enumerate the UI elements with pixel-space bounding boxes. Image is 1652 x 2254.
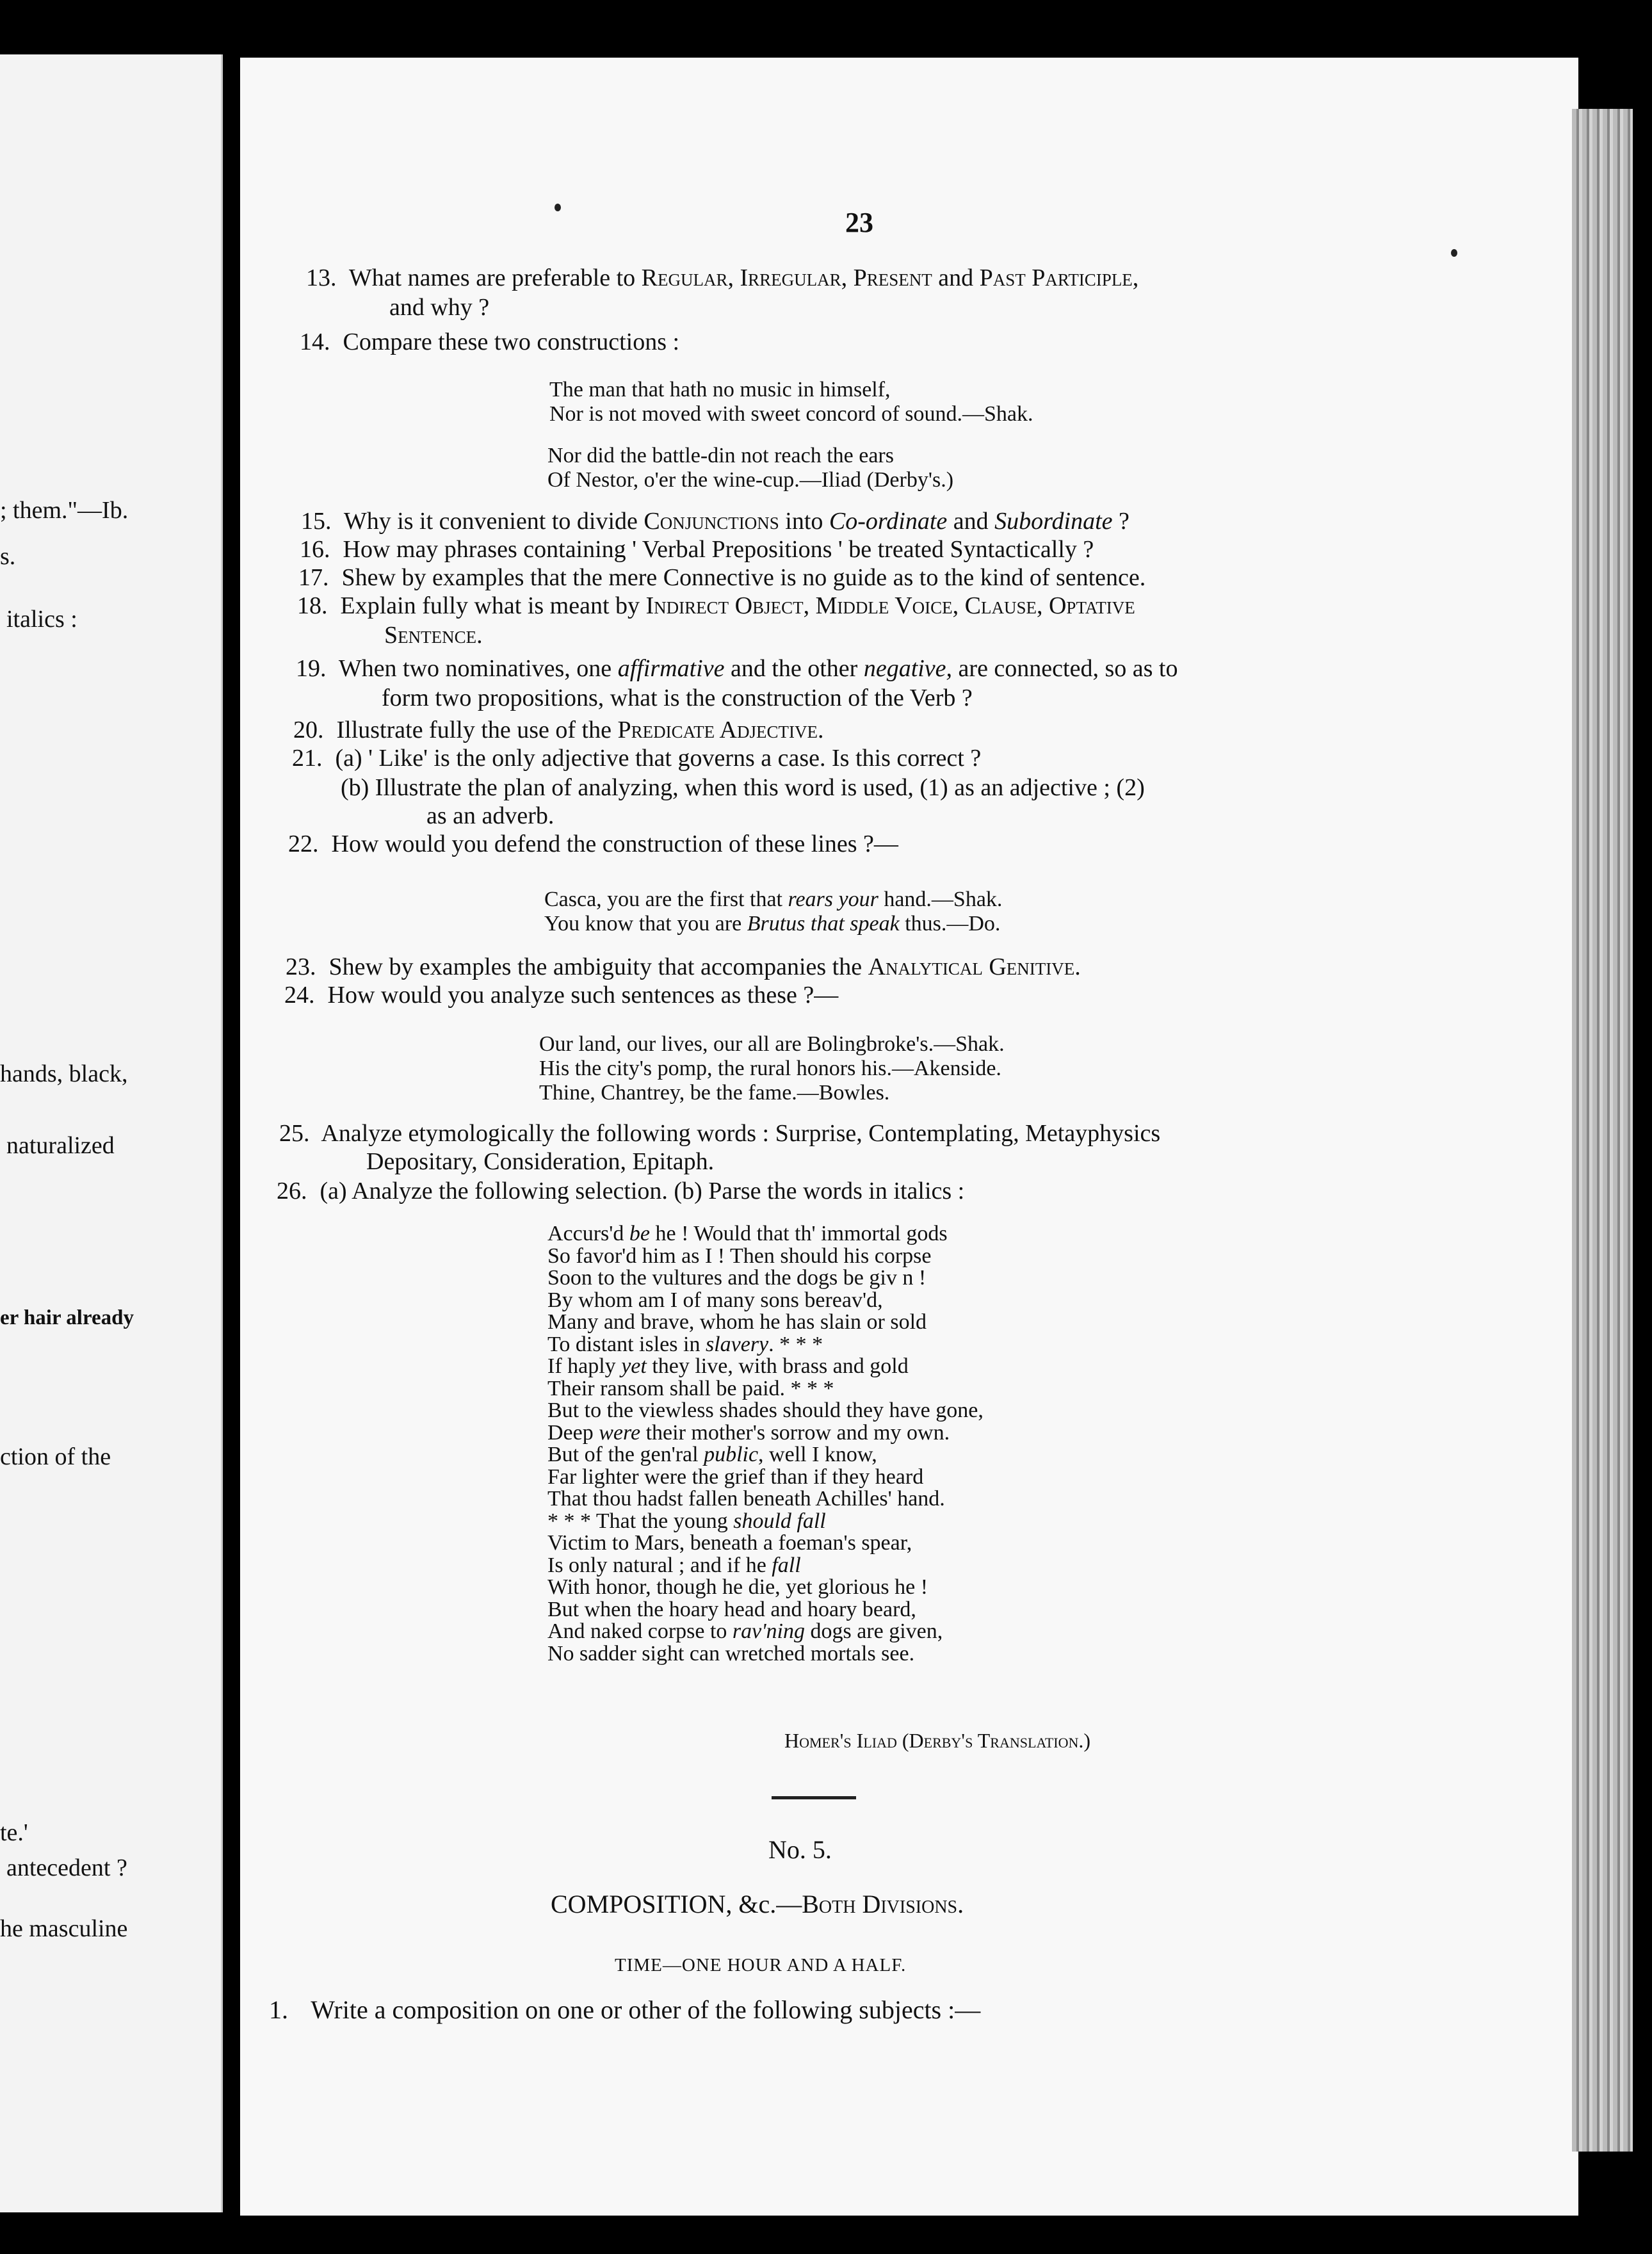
poem-line: Far lighter were the grief than if they heard [547,1464,924,1489]
question-text: and the other [724,655,864,682]
question-number: 20. [293,717,324,743]
quote-line: His the city's pomp, the rural honors his.—Akenside. [539,1057,1001,1080]
question-text: are connected, so as to [952,655,1178,682]
quote-line: Our land, our lives, our all are Bolingbroke's.—Shak. [539,1032,1005,1056]
question-text: When two nominatives, one [338,655,618,682]
question-21 [292,744,981,772]
quote-line: Nor is not moved with sweet concord of sound.—Shak. [549,402,1033,426]
composition-question-1: 1. Write a composition on one or other of the following subjects :— [269,1995,981,2024]
question-number: 15. [301,508,332,535]
poem-line: * * * That the young should fall [547,1509,826,1533]
poem-line: But of the gen'ral public, well I know, [547,1443,877,1466]
question-text: What names are preferable to [348,264,642,291]
poem-line: Deep were their mother's sorrow and my own. [547,1420,950,1445]
poem-line: With honor, though he die, yet glorious he ! [547,1575,928,1599]
poem-line: To distant isles in slavery. * * * [547,1332,823,1356]
question-text: Shew by examples the ambiguity that accompanies the [328,953,868,980]
left-fragment: er hair already [0,1306,134,1329]
question-text: How would you defend the construction of these lines ?— [331,831,898,857]
term: Regular, Irregular, Present [641,264,932,291]
term: Co-ordinate [829,508,948,535]
left-fragment: italics : [6,606,77,633]
page-edges [1572,109,1633,2152]
page-number: 23 [845,207,873,238]
question-text: Analyze etymologically the following words : Surprise, Contemplating, Metayphysics [321,1120,1161,1147]
section-divider [772,1796,856,1799]
print-speck [1451,249,1457,257]
question-number: 25. [279,1120,310,1147]
poem-line: And naked corpse to rav'ning dogs are given, [547,1619,943,1643]
term: Past Participle, [979,264,1139,291]
question-text: (a) ' Like' is the only adjective that governs a case. Is this correct ? [335,745,982,772]
question-text: Why is it convenient to divide [343,508,644,535]
question-18-continuation: Sentence. [384,622,483,649]
question-number: 13. [306,264,337,291]
question-19 [296,654,1178,683]
question-text: Illustrate fully the use of the [336,717,618,743]
term: Subordinate [994,508,1113,535]
question-text: How would you analyze such sentences as these ?— [327,982,839,1009]
question-19-continuation: form two propositions, what is the construction of the Verb ? [382,685,973,711]
question-text: (a) Analyze the following selection. (b) Parse the words in italics : [320,1178,965,1204]
question-text: How may phrases containing ' Verbal Prepositions ' be treated Syntactically ? [343,536,1094,563]
term: Conjunctions [644,508,779,535]
question-23 [286,953,1081,981]
term: negative, [863,655,953,682]
poem-selection [547,1223,984,1665]
term: Analytical Genitive. [868,953,1081,980]
question-text: and [932,264,980,291]
term: affirmative [617,655,725,682]
poem-line: Victim to Mars, beneath a foeman's spear, [547,1531,912,1555]
poem-line: Is only natural ; and if he fall [547,1553,801,1577]
question-number: 19. [296,655,327,682]
question-14 [300,328,679,356]
left-fragment: s. [0,543,16,570]
poem-line: That thou hadst fallen beneath Achilles' hand. [547,1487,945,1511]
term: Indirect Object, Middle Voice, Clause, Optative [645,592,1135,619]
left-fragment: naturalized [6,1132,115,1159]
question-20 [293,716,823,744]
poem-line: No sadder sight can wretched mortals see. [547,1641,915,1666]
left-fragment: antecedent ? [6,1854,127,1881]
section-title: COMPOSITION, &c.—Both Divisions. [551,1890,964,1918]
print-speck [555,204,561,211]
question-number: 18. [297,592,328,619]
quote-line: The man that hath no music in himself, [549,378,891,401]
quote-line: Nor did the battle-din not reach the ears [547,444,894,467]
question-25-continuation: Depositary, Consideration, Epitaph. [366,1148,715,1175]
question-number: 22. [288,831,319,857]
quote-line: Thine, Chantrey, be the fame.—Bowles. [539,1081,890,1105]
question-18 [297,592,1135,620]
question-22 [288,830,898,858]
question-number: 16. [300,536,330,563]
left-fragment: ction of the [0,1443,111,1470]
question-number: 14. [300,328,330,355]
question-number: 24. [284,982,315,1009]
question-number: 23. [286,953,316,980]
question-13-continuation: and why ? [389,294,490,321]
question-21b: (b) Illustrate the plan of analyzing, when this word is used, (1) as an adjective ; (2) [341,774,1145,801]
question-25 [279,1119,1160,1147]
question-15 [301,507,1130,535]
question-text: and [947,508,995,535]
quote-line: Casca, you are the first that rears your hand.—Shak. [544,888,1003,911]
facing-page [0,54,223,2212]
poem-line: Their ransom shall be paid. * * * [547,1376,834,1400]
attribution: Homer's Iliad (Derby's Translation.) [784,1729,1091,1752]
question-21-continuation: as an adverb. [426,802,555,829]
section-number: No. 5. [768,1835,832,1864]
left-fragment: he masculine [0,1915,128,1942]
question-26 [277,1177,964,1205]
poem-line: Soon to the vultures and the dogs be giv n ! [547,1266,927,1290]
question-text: ? [1112,508,1130,535]
poem-line: So favor'd him as I ! Then should his corpse [547,1244,932,1268]
left-fragment: hands, black, [0,1060,128,1087]
question-number: 26. [277,1178,307,1204]
question-13 [306,264,1138,292]
question-text: into [779,508,829,535]
poem-line: If haply yet they live, with brass and gold [547,1354,909,1378]
left-fragment: ; them."—Ib. [0,497,129,524]
poem-line: Many and brave, whom he has slain or sold [547,1310,927,1334]
poem-line: But when the hoary head and hoary beard, [547,1597,916,1621]
question-24 [284,981,838,1009]
question-number: 21. [292,745,323,772]
question-text: Compare these two constructions : [343,328,680,355]
question-text: Shew by examples that the mere Connective is no guide as to the kind of sentence. [341,564,1146,591]
poem-line: But to the viewless shades should they have gone, [547,1399,984,1422]
question-text: Explain fully what is meant by [340,592,646,619]
time-allowed: TIME—ONE HOUR AND A HALF. [615,1955,907,1975]
question-16 [300,535,1094,564]
poem-line: By whom am I of many sons bereav'd, [547,1288,883,1312]
question-17 [298,564,1146,592]
quote-line: Of Nestor, o'er the wine-cup.—Iliad (Derby's.) [547,468,954,492]
term: Predicate Adjective. [617,717,824,743]
left-fragment: te.' [0,1819,28,1846]
question-number: 17. [298,564,329,591]
poem-line: Accurs'd be he ! Would that th' immortal gods [547,1222,948,1245]
quote-line: You know that you are Brutus that speak thus.—Do. [544,912,1001,936]
